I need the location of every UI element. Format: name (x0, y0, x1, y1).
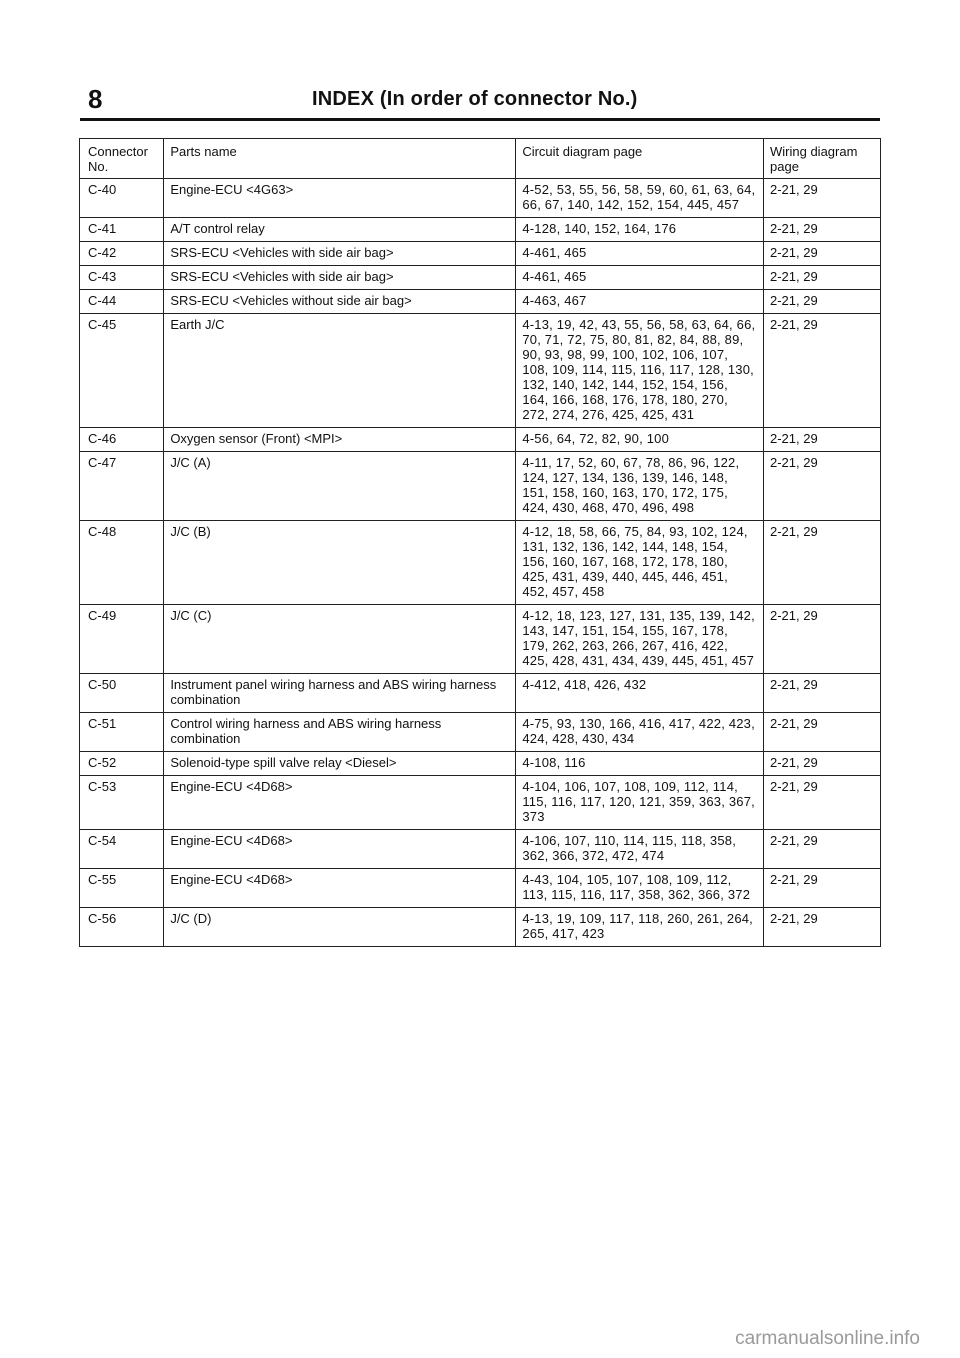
parts-name-cell: SRS-ECU <Vehicles with side air bag> (164, 266, 516, 290)
parts-name-cell: Solenoid-type spill valve relay <Diesel> (164, 752, 516, 776)
parts-name-cell: J/C (C) (164, 605, 516, 674)
page-number: 8 (88, 84, 103, 114)
parts-name-cell: Instrument panel wiring harness and ABS wiring harness combination (164, 674, 516, 713)
table-row (80, 776, 881, 830)
table-row (80, 752, 881, 776)
table-row (80, 869, 881, 908)
connector-cell: C-50 (80, 674, 164, 713)
circuit-page-cell: 4-43, 104, 105, 107, 108, 109, 112, 113, 115, 116, 117, 358, 362, 366, 372 (516, 869, 764, 908)
parts-name-cell: SRS-ECU <Vehicles with side air bag> (164, 242, 516, 266)
parts-name-cell: Engine-ECU <4D68> (164, 776, 516, 830)
connector-cell: C-54 (80, 830, 164, 869)
column-header-connector: Connector No. (80, 139, 164, 179)
connector-cell: C-40 (80, 179, 164, 218)
table-row (80, 908, 881, 947)
table-row (80, 830, 881, 869)
wiring-page-cell: 2-21, 29 (764, 521, 881, 605)
circuit-page-cell: 4-75, 93, 130, 166, 416, 417, 422, 423, 424, 428, 430, 434 (516, 713, 764, 752)
connector-cell: C-42 (80, 242, 164, 266)
table-row (80, 521, 881, 605)
wiring-page-cell: 2-21, 29 (764, 218, 881, 242)
circuit-page-cell: 4-52, 53, 55, 56, 58, 59, 60, 61, 63, 64, 66, 67, 140, 142, 152, 154, 445, 457 (516, 179, 764, 218)
connector-cell: C-55 (80, 869, 164, 908)
wiring-page-cell: 2-21, 29 (764, 908, 881, 947)
table-row (80, 674, 881, 713)
circuit-page-cell: 4-13, 19, 42, 43, 55, 56, 58, 63, 64, 66, 70, 71, 72, 75, 80, 81, 82, 84, 88, 89, 90, 93, 98, 99, 100, 102, 106, 107, 108, 109, 114, 115, 116, 117, 128, 130, 132, 140, 142, 144, 152, 154, 156, 164, 166, 168, 176, 178, 180, 270, 272, 274, 276, 425, 425, 431 (516, 314, 764, 428)
circuit-page-cell: 4-128, 140, 152, 164, 176 (516, 218, 764, 242)
circuit-page-cell: 4-412, 418, 426, 432 (516, 674, 764, 713)
circuit-page-cell: 4-56, 64, 72, 82, 90, 100 (516, 428, 764, 452)
connector-cell: C-56 (80, 908, 164, 947)
circuit-page-cell: 4-104, 106, 107, 108, 109, 112, 114, 115, 116, 117, 120, 121, 359, 363, 367, 373 (516, 776, 764, 830)
table-row (80, 266, 881, 290)
table-row (80, 605, 881, 674)
connector-cell: C-49 (80, 605, 164, 674)
connector-cell: C-47 (80, 452, 164, 521)
circuit-page-cell: 4-461, 465 (516, 242, 764, 266)
connector-cell: C-53 (80, 776, 164, 830)
parts-name-cell: Engine-ECU <4G63> (164, 179, 516, 218)
connector-cell: C-51 (80, 713, 164, 752)
parts-name-cell: Control wiring harness and ABS wiring harness combination (164, 713, 516, 752)
circuit-page-cell: 4-12, 18, 58, 66, 75, 84, 93, 102, 124, 131, 132, 136, 142, 144, 148, 154, 156, 160, 167, 168, 172, 178, 180, 425, 431, 439, 440, 445, 446, 451, 452, 457, 458 (516, 521, 764, 605)
table-row (80, 428, 881, 452)
parts-name-cell: Engine-ECU <4D68> (164, 869, 516, 908)
wiring-page-cell: 2-21, 29 (764, 179, 881, 218)
parts-name-cell: SRS-ECU <Vehicles without side air bag> (164, 290, 516, 314)
parts-name-cell: A/T control relay (164, 218, 516, 242)
circuit-page-cell: 4-106, 107, 110, 114, 115, 118, 358, 362, 366, 372, 472, 474 (516, 830, 764, 869)
parts-name-cell: Engine-ECU <4D68> (164, 830, 516, 869)
wiring-page-cell: 2-21, 29 (764, 314, 881, 428)
table-row (80, 242, 881, 266)
wiring-page-cell: 2-21, 29 (764, 830, 881, 869)
column-header-wiring-page: Wiring diagram page (764, 139, 881, 179)
circuit-page-cell: 4-12, 18, 123, 127, 131, 135, 139, 142, 143, 147, 151, 154, 155, 167, 178, 179, 262, 263, 266, 267, 416, 422, 425, 428, 431, 434, 439, 445, 451, 457 (516, 605, 764, 674)
wiring-page-cell: 2-21, 29 (764, 242, 881, 266)
wiring-page-cell: 2-21, 29 (764, 290, 881, 314)
wiring-page-cell: 2-21, 29 (764, 752, 881, 776)
wiring-page-cell: 2-21, 29 (764, 452, 881, 521)
connector-cell: C-45 (80, 314, 164, 428)
table-row (80, 713, 881, 752)
column-header-circuit-page: Circuit diagram page (516, 139, 764, 179)
connector-cell: C-44 (80, 290, 164, 314)
parts-name-cell: J/C (A) (164, 452, 516, 521)
column-header-parts-name: Parts name (164, 139, 516, 179)
table-row (80, 179, 881, 218)
table-row (80, 290, 881, 314)
wiring-page-cell: 2-21, 29 (764, 869, 881, 908)
wiring-page-cell: 2-21, 29 (764, 428, 881, 452)
circuit-page-cell: 4-463, 467 (516, 290, 764, 314)
table-row (80, 218, 881, 242)
circuit-page-cell: 4-108, 116 (516, 752, 764, 776)
connector-cell: C-41 (80, 218, 164, 242)
page-header (80, 84, 880, 121)
circuit-page-cell: 4-11, 17, 52, 60, 67, 78, 86, 96, 122, 124, 127, 134, 136, 139, 146, 148, 151, 158, 160, 163, 170, 172, 175, 424, 430, 468, 470, 496, 498 (516, 452, 764, 521)
wiring-page-cell: 2-21, 29 (764, 605, 881, 674)
parts-name-cell: Oxygen sensor (Front) <MPI> (164, 428, 516, 452)
wiring-page-cell: 2-21, 29 (764, 674, 881, 713)
parts-name-cell: Earth J/C (164, 314, 516, 428)
table-row (80, 314, 881, 428)
wiring-page-cell: 2-21, 29 (764, 266, 881, 290)
wiring-page-cell: 2-21, 29 (764, 776, 881, 830)
connector-index-table (79, 138, 881, 947)
wiring-page-cell: 2-21, 29 (764, 713, 881, 752)
circuit-page-cell: 4-13, 19, 109, 117, 118, 260, 261, 264, 265, 417, 423 (516, 908, 764, 947)
table-body (80, 179, 881, 947)
connector-cell: C-48 (80, 521, 164, 605)
parts-name-cell: J/C (D) (164, 908, 516, 947)
watermark: carmanualsonline.info (735, 1328, 920, 1349)
table-header-row (80, 139, 881, 179)
page-title: INDEX (In order of connector No.) (312, 88, 638, 110)
connector-cell: C-43 (80, 266, 164, 290)
circuit-page-cell: 4-461, 465 (516, 266, 764, 290)
parts-name-cell: J/C (B) (164, 521, 516, 605)
connector-cell: C-46 (80, 428, 164, 452)
table-row (80, 452, 881, 521)
connector-cell: C-52 (80, 752, 164, 776)
